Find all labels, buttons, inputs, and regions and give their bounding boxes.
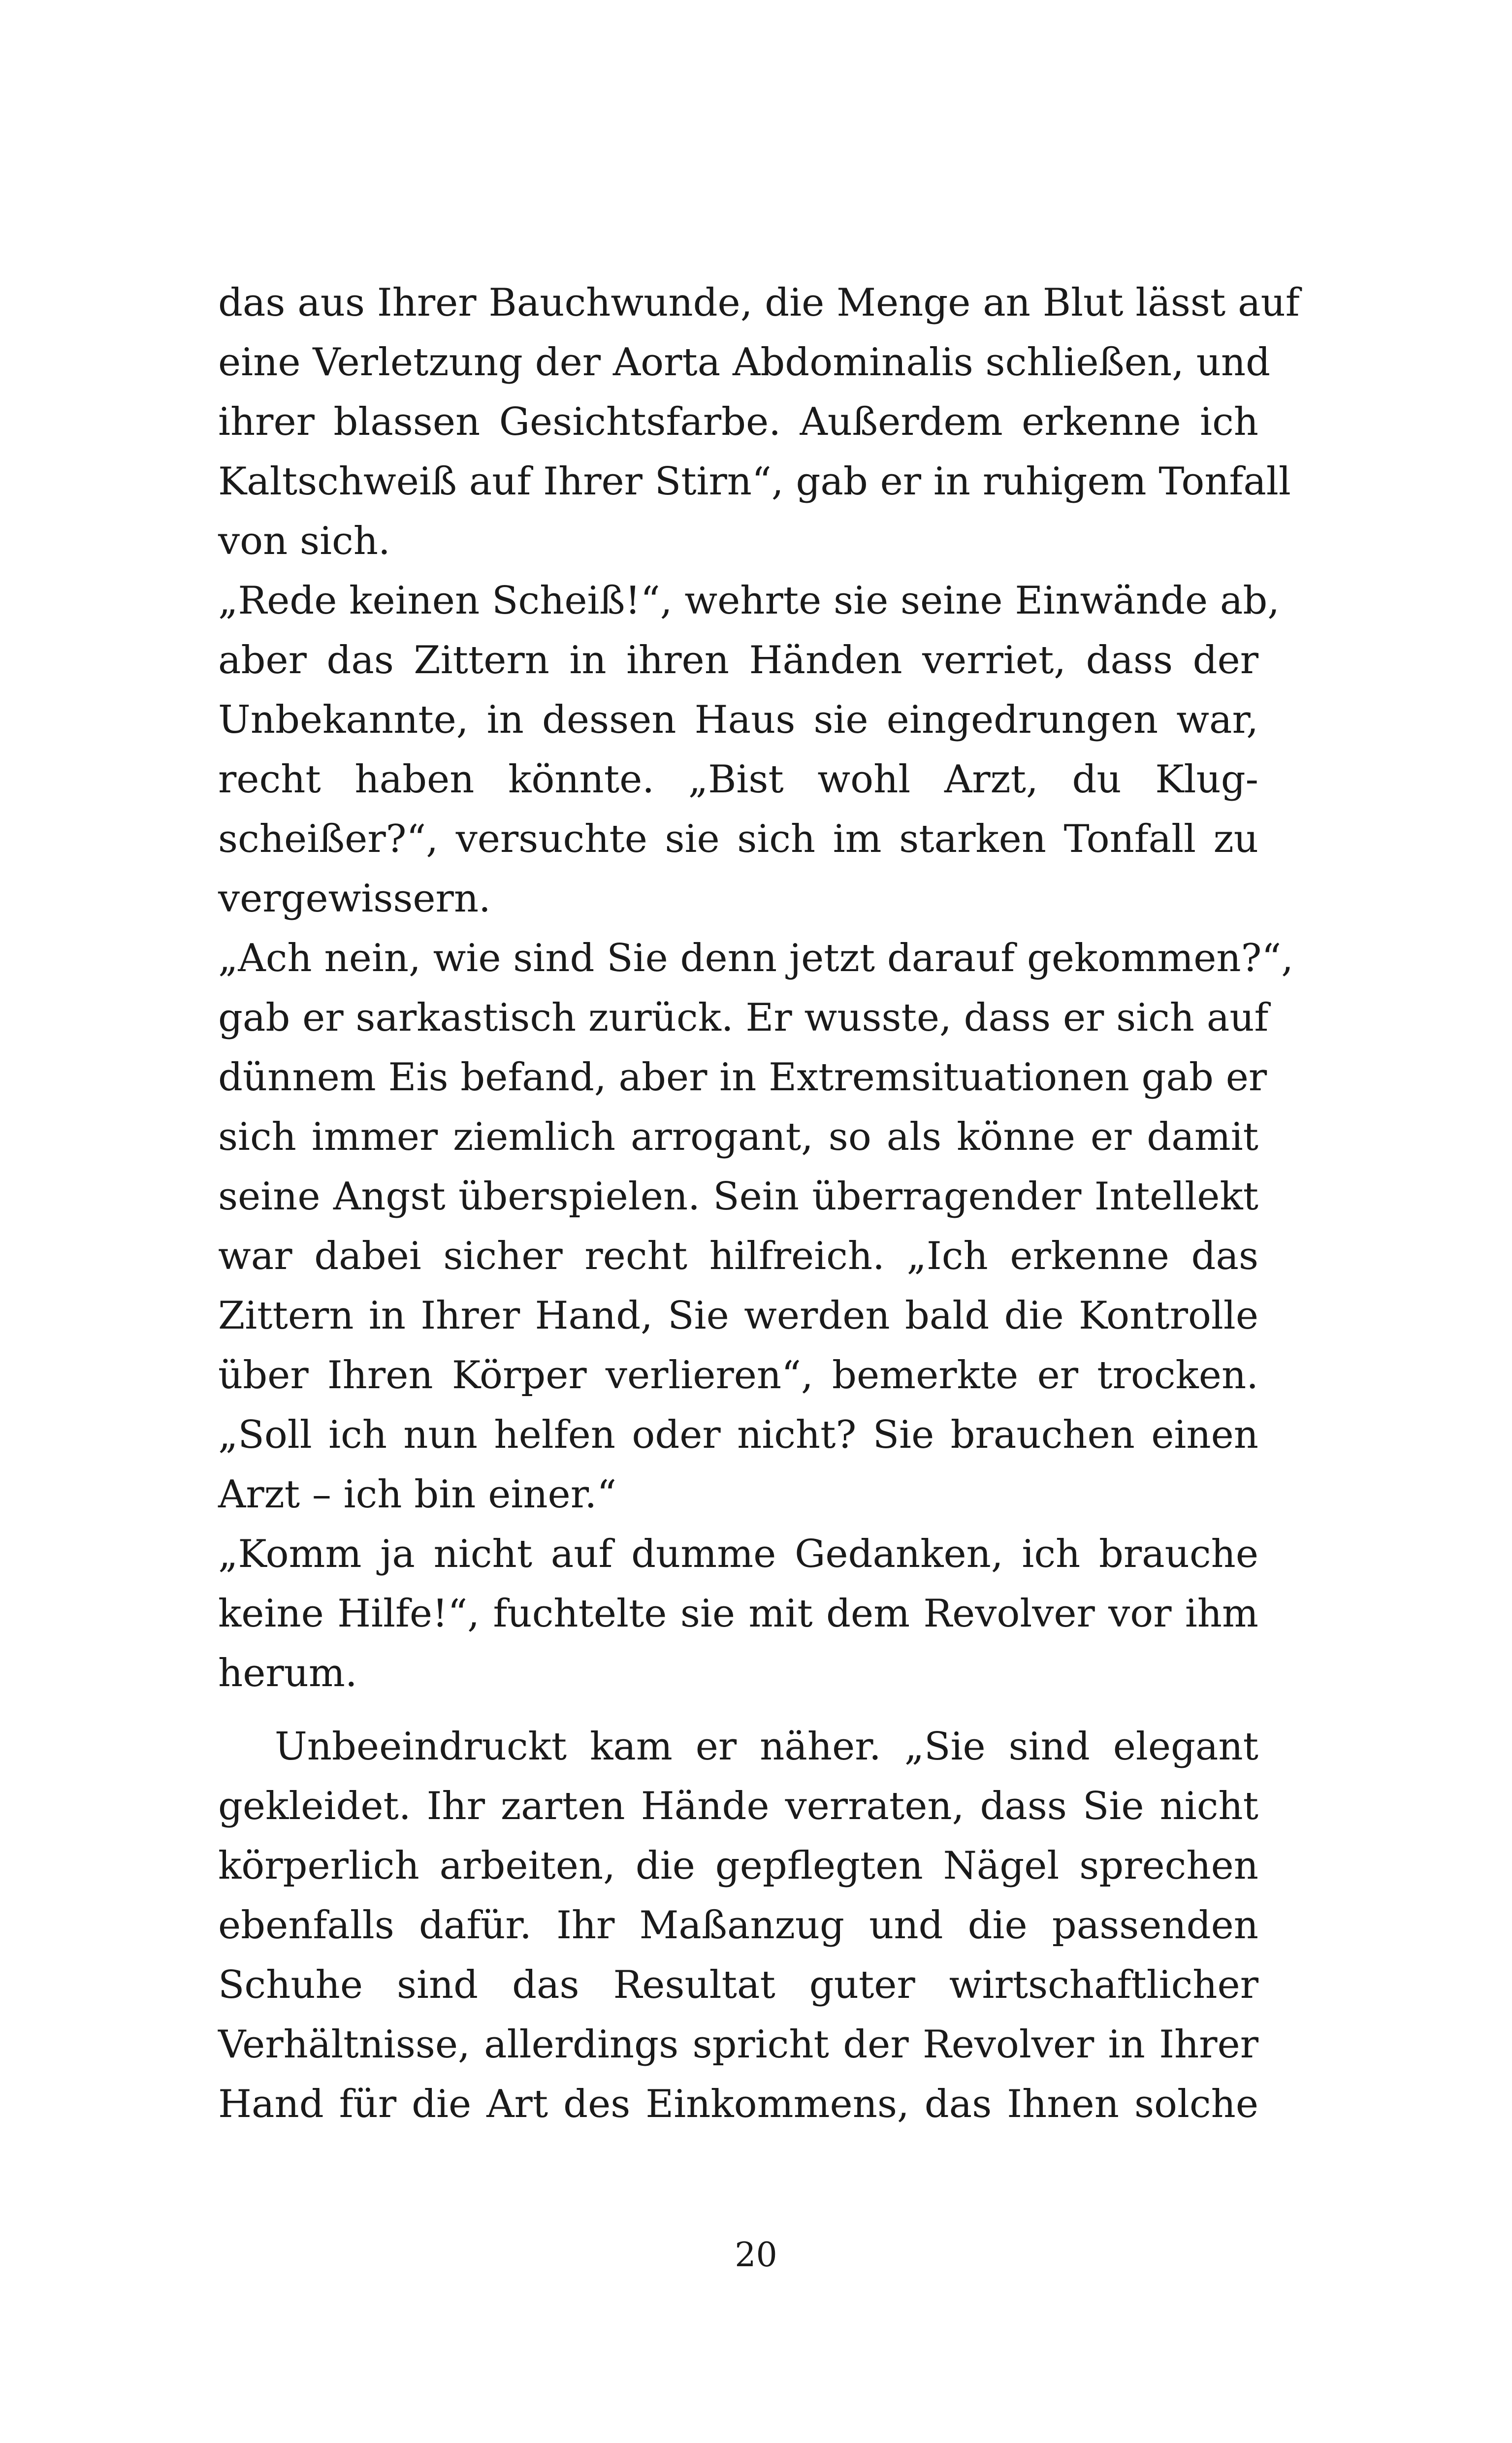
text-line: sich immer ziemlich arrogant, so als könne er damit bbox=[218, 1115, 1258, 1159]
text-line: aber das Zittern in ihren Händen verriet, dass der bbox=[218, 638, 1258, 683]
text-line: Verhältnisse, allerdings spricht der Revolver in Ihrer bbox=[218, 2022, 1258, 2067]
text-line: körperlich arbeiten, die gepflegten Nägel sprechen bbox=[218, 1844, 1258, 1888]
text-line: recht haben könnte. „Bist wohl Arzt, du Klug- bbox=[218, 757, 1258, 802]
text-line: über Ihren Körper verlieren“, bemerkte er trocken. bbox=[218, 1353, 1258, 1398]
text-line: „Rede keinen Scheiß!“, wehrte sie seine Einwände ab, bbox=[218, 579, 1280, 623]
text-line: ihrer blassen Gesichtsfarbe. Außerdem erkenne ich bbox=[218, 400, 1258, 444]
text-line: seine Angst überspielen. Sein überragender Intellekt bbox=[218, 1174, 1258, 1219]
text-line: Unbeeindruckt kam er näher. „Sie sind elegant bbox=[275, 1725, 1258, 1769]
text-line: keine Hilfe!“, fuchtelte sie mit dem Revolver vor ihm bbox=[218, 1592, 1258, 1636]
paragraph-gap bbox=[218, 1703, 1258, 1717]
text-line: „Komm ja nicht auf dumme Gedanken, ich brauche bbox=[218, 1532, 1258, 1576]
text-line: Kaltschweiß auf Ihrer Stirn“, gab er in ruhigem Tonfall bbox=[218, 459, 1291, 504]
text-line: Hand für die Art des Einkommens, das Ihnen solche bbox=[218, 2082, 1258, 2126]
text-line: von sich. bbox=[218, 519, 390, 563]
text-line: das aus Ihrer Bauchwunde, die Menge an Blut lässt auf bbox=[218, 281, 1300, 325]
text-line: „Ach nein, wie sind Sie denn jetzt darauf gekommen?“, bbox=[218, 936, 1294, 980]
text-line: war dabei sicher recht hilfreich. „Ich erkenne das bbox=[218, 1234, 1258, 1278]
text-line: Schuhe sind das Resultat guter wirtschaftlicher bbox=[218, 1963, 1258, 2007]
page-number: 20 bbox=[735, 2236, 777, 2275]
text-line: herum. bbox=[218, 1651, 357, 1695]
text-line: eine Verletzung der Aorta Abdominalis schließen, und bbox=[218, 340, 1271, 385]
text-line: ebenfalls dafür. Ihr Maßanzug und die passenden bbox=[218, 1903, 1258, 1948]
text-line: vergewissern. bbox=[218, 877, 491, 921]
text-line: gab er sarkastisch zurück. Er wusste, dass er sich auf bbox=[218, 996, 1269, 1040]
text-line: „Soll ich nun helfen oder nicht? Sie brauchen einen bbox=[218, 1413, 1258, 1457]
text-line: scheißer?“, versuchte sie sich im starken Tonfall zu bbox=[218, 817, 1258, 861]
text-line: Unbekannte, in dessen Haus sie eingedrungen war, bbox=[218, 698, 1258, 742]
text-line: Zittern in Ihrer Hand, Sie werden bald die Kontrolle bbox=[218, 1294, 1258, 1338]
body-text bbox=[218, 273, 1300, 2134]
text-line: dünnem Eis befand, aber in Extremsituationen gab er bbox=[218, 1055, 1267, 1100]
text-line: Arzt – ich bin einer.“ bbox=[218, 1472, 617, 1517]
text-line: gekleidet. Ihr zarten Hände verraten, dass Sie nicht bbox=[218, 1784, 1258, 1828]
